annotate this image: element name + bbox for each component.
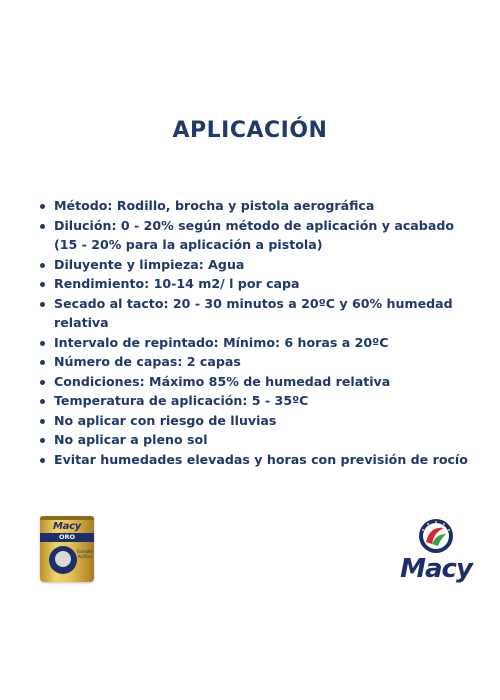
list-item <box>38 411 478 431</box>
list-item <box>38 352 478 372</box>
list-item <box>38 372 478 392</box>
bullet-dot <box>40 224 45 229</box>
list-item-text: No aplicar a pleno sol <box>54 432 208 447</box>
logo-text: Macy <box>400 554 472 584</box>
list-item <box>38 274 478 294</box>
list-item-text: Dilución: 0 - 20% según método de aplicación y acabado (15 - 20% para la aplicación a pistola) <box>54 217 454 252</box>
list-item <box>38 294 478 333</box>
list-item-text: Rendimiento: 10-14 m2/ l por capa <box>54 276 300 291</box>
bullet-dot <box>40 282 45 287</box>
page-title: APLICACIÓN <box>172 118 328 143</box>
macy-emblem-icon <box>418 518 454 554</box>
list-item-text: Evitar humedades elevadas y horas con previsión de rocío <box>54 451 468 467</box>
list-item-text: No aplicar con riesgo de lluvias <box>54 412 277 428</box>
bullet-dot <box>40 380 45 385</box>
bullet-dot <box>40 360 45 365</box>
list-item <box>38 196 478 216</box>
list-item-text: Condiciones: Máximo 85% de humedad relativa <box>54 373 391 389</box>
bullet-dot <box>40 204 45 209</box>
bullet-dot <box>40 419 45 424</box>
list-item <box>38 216 478 255</box>
paint-can-image <box>40 516 94 582</box>
list-item <box>38 391 478 411</box>
bullet-dot <box>40 458 45 463</box>
list-item <box>38 255 478 275</box>
list-item-text: Diluyente y limpieza: Agua <box>54 256 245 272</box>
list-item <box>38 333 478 353</box>
bullet-dot <box>40 341 45 346</box>
can-emblem-center <box>55 551 71 567</box>
list-item-text: Intervalo de repintado: Mínimo: 6 horas a 20ºC <box>54 334 389 350</box>
list-item-text: Número de capas: 2 capas <box>54 354 241 369</box>
list-item-text: Método: Rodillo, brocha y pistola aerográfica <box>54 198 375 213</box>
can-side-text: Esmalte Acrílico <box>77 549 94 559</box>
list-item-text: Temperatura de aplicación: 5 - 35ºC <box>54 393 309 408</box>
list-item <box>38 430 478 450</box>
list-item <box>38 450 478 470</box>
can-rim <box>40 516 94 520</box>
bullet-dot <box>40 302 45 307</box>
bullet-dot <box>40 399 45 404</box>
bullet-dot <box>40 263 45 268</box>
can-brand-label: Macy <box>53 521 81 532</box>
bullet-dot <box>40 438 45 443</box>
macy-logo <box>388 518 484 588</box>
can-line-label: ORO <box>58 533 76 541</box>
application-list <box>38 196 478 469</box>
list-item-text: Secado al tacto: 20 - 30 minutos a 20ºC y 60% humedad relativa <box>54 295 453 330</box>
